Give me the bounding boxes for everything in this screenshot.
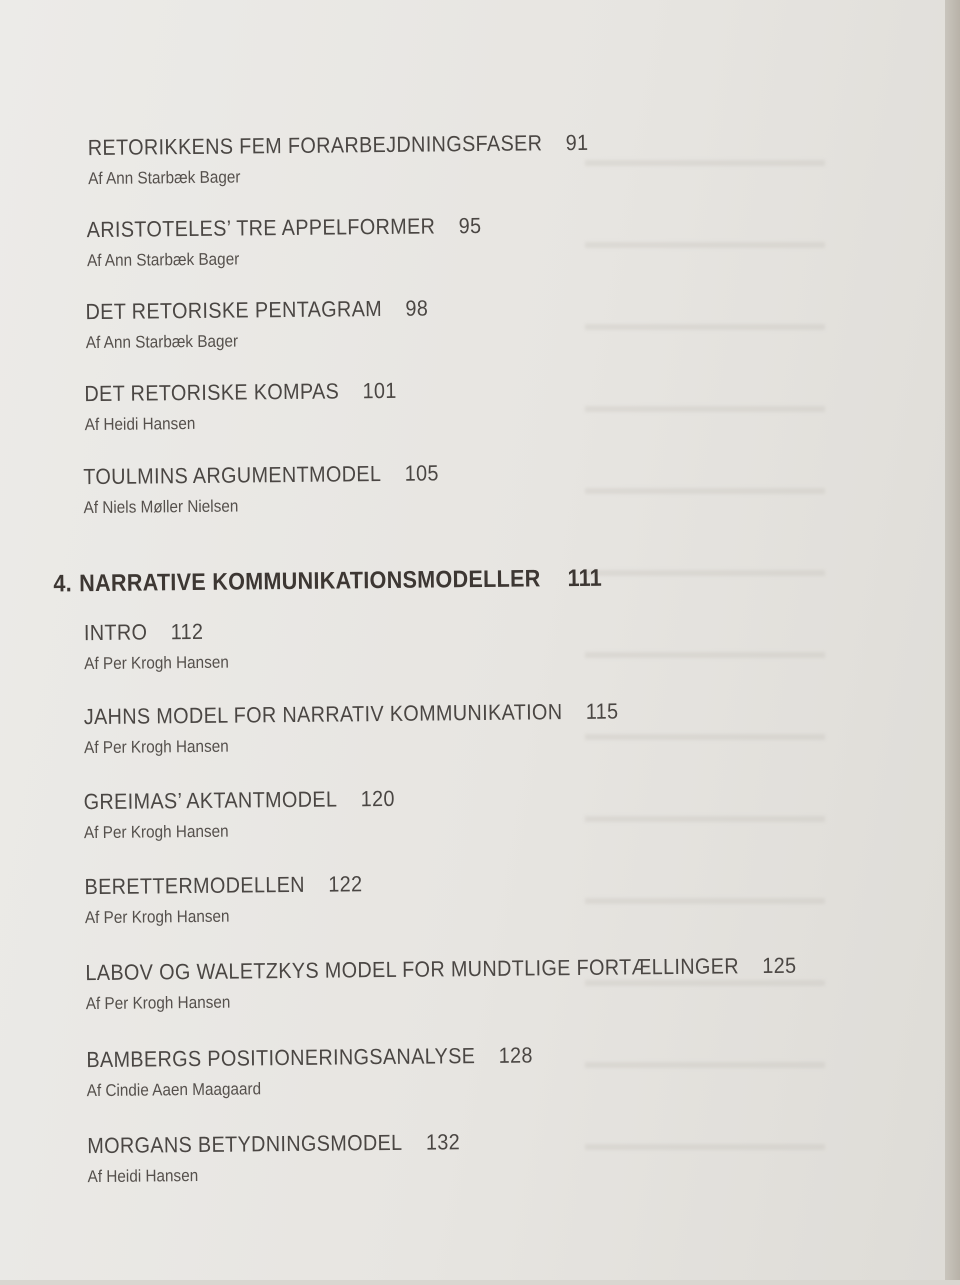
- toc-entry-page: 105: [404, 460, 439, 486]
- toc-entry-page: 91: [565, 129, 589, 156]
- toc-entry: [84, 618, 245, 674]
- toc-entry-title: BAMBERGS POSITIONERINGSANALYSE: [86, 1043, 476, 1073]
- chapter-page: 111: [567, 564, 603, 593]
- toc-entry-title: BERETTERMODELLEN: [84, 871, 305, 900]
- toc-entry-title: DET RETORISKE KOMPAS: [84, 378, 340, 407]
- toc-entry-title-line: [88, 130, 589, 161]
- toc-entry-title: ARISTOTELES’ TRE APPELFORMER: [86, 213, 436, 243]
- chapter-heading: [53, 565, 602, 599]
- toc-entry-title: RETORIKKENS FEM FORARBEJDNINGSFASER: [87, 130, 543, 161]
- toc-entry-author: Af Ann Starbæk Bager: [86, 249, 240, 271]
- toc-entry-page: 120: [360, 785, 395, 812]
- toc-entry-author: Af Per Krogh Hansen: [84, 736, 229, 758]
- toc-entry-title-line: [84, 699, 619, 731]
- toc-entry-page: 125: [762, 952, 797, 979]
- toc-entry-title: GREIMAS’ AKTANTMODEL: [83, 786, 338, 815]
- toc-entry: [85, 952, 876, 1014]
- toc-entry-title: MORGANS BETYDNINGSMODEL: [87, 1129, 403, 1159]
- toc-entry: [84, 698, 679, 758]
- toc-entry-page: 98: [405, 295, 429, 321]
- toc-entry: [83, 460, 479, 518]
- toc-entry-title: LABOV OG WALETZKYS MODEL FOR MUNDTLIGE FORTÆLLINGER: [85, 953, 740, 986]
- toc-entry-author: Af Ann Starbæk Bager: [88, 167, 241, 189]
- toc-entry-author: Af Per Krogh Hansen: [85, 992, 231, 1014]
- toc-entry-page: 112: [170, 618, 204, 645]
- toc-entry-title-line: [84, 378, 397, 407]
- toc-entry: [87, 1129, 502, 1187]
- chapter-title: NARRATIVE KOMMUNIKATIONSMODELLER: [79, 565, 541, 598]
- toc-entry: [85, 295, 466, 353]
- toc-entry-author: Af Niels Møller Nielsen: [83, 496, 239, 518]
- toc-entry-author: Af Ann Starbæk Bager: [85, 331, 239, 353]
- toc-entry-title-line: [87, 1129, 460, 1159]
- toc-entry-title-line: [85, 296, 428, 326]
- toc-entry-page: 101: [362, 377, 397, 404]
- toc-entry-author: Af Per Krogh Hansen: [84, 652, 229, 674]
- toc-entry-title: JAHNS MODEL FOR NARRATIV KOMMUNIKATION: [83, 699, 563, 730]
- toc-entry-title-line: [84, 871, 362, 900]
- toc-entry-page: 122: [328, 871, 363, 897]
- page-edge: [945, 0, 960, 1280]
- toc-entry-title-line: [86, 1042, 533, 1073]
- toc-entry: [84, 786, 430, 844]
- toc-entry-title-line: [83, 460, 439, 490]
- toc-entry-author: Af Heidi Hansen: [84, 413, 196, 435]
- toc-entry-page: 128: [498, 1042, 533, 1068]
- toc-entry-author: Af Per Krogh Hansen: [84, 906, 230, 928]
- toc-entry-page: 115: [585, 698, 619, 724]
- toc-entry: [84, 377, 432, 435]
- toc-entry-author: Af Cindie Aaen Maagaard: [86, 1079, 262, 1101]
- toc-entry-title: DET RETORISKE PENTAGRAM: [85, 296, 383, 325]
- toc-entry-title-line: [84, 619, 229, 647]
- toc-entry: [88, 129, 645, 189]
- toc-entry: [84, 871, 393, 928]
- toc-entry-title-line: [85, 953, 796, 986]
- toc-entry-title: INTRO: [83, 619, 148, 646]
- toc-entry-title-line: [87, 213, 482, 243]
- toc-entry-title-line: [84, 786, 395, 815]
- toc-entry-page: 132: [425, 1129, 461, 1155]
- toc-entry-page: 95: [458, 212, 482, 239]
- toc-entry-author: Af Heidi Hansen: [87, 1165, 199, 1187]
- toc-entry-author: Af Per Krogh Hansen: [83, 821, 229, 843]
- toc-entry-title: TOULMINS ARGUMENTMODEL: [83, 461, 382, 490]
- toc-entry: [86, 1042, 583, 1101]
- chapter-number: 4.: [53, 570, 73, 598]
- toc-entry: [87, 213, 526, 272]
